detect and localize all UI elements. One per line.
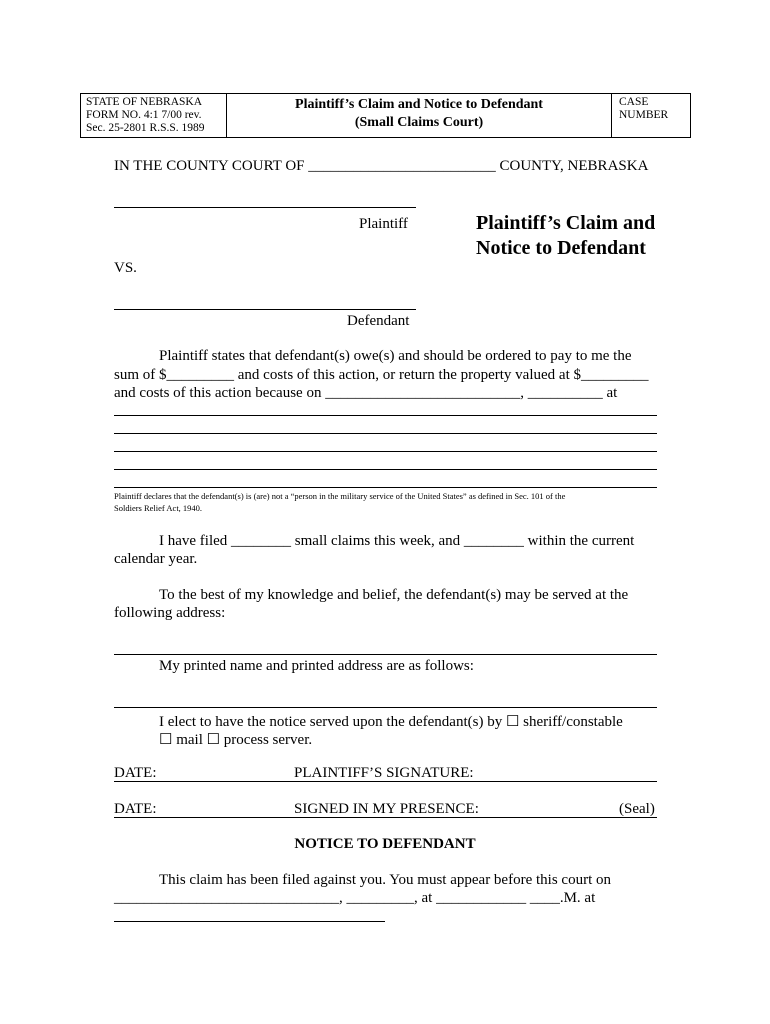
defendant-label: Defendant	[347, 313, 410, 329]
reason-line-2[interactable]	[114, 433, 657, 434]
service-address-line1: To the best of my knowledge and belief, the defendant(s) may be served at the	[159, 587, 629, 603]
filed-claims-line1: I have filed ________ small claims this week, and ________ within the current	[159, 533, 635, 549]
service-election-line1: I elect to have the notice served upon the defendant(s) by ☐ sheriff/constable	[159, 714, 623, 730]
plaintiff-signature-line[interactable]	[114, 781, 657, 782]
form-title-cell	[227, 94, 612, 137]
claim-line2: sum of $_________ and costs of this action, or return the property valued at $_________	[114, 367, 649, 383]
reason-line-3[interactable]	[114, 451, 657, 452]
notice-line2: ______________________________, _________, at ____________ ____.M. at	[114, 890, 596, 906]
versus-label: VS.	[114, 260, 137, 276]
service-address-line2: following address:	[114, 605, 226, 621]
seal-label: (Seal)	[619, 801, 655, 817]
case-number-label: CASE NUMBER	[619, 96, 669, 121]
witness-signature-line[interactable]	[114, 817, 657, 818]
header-table	[80, 93, 691, 138]
caption-title-line2: Notice to Defendant	[476, 237, 646, 259]
defendant-address-line[interactable]	[114, 654, 657, 655]
claim-line1: Plaintiff states that defendant(s) owe(s) and should be ordered to pay to me the	[159, 348, 632, 364]
service-election-line2: ☐ mail ☐ process server.	[159, 732, 313, 748]
plaintiff-name-line[interactable]	[114, 207, 416, 208]
reason-line-1[interactable]	[114, 415, 657, 416]
military-declaration-line1: Plaintiff declares that the defendant(s) is (are) not a “person in the military service of the United States” as defined in Sec. 101 of the	[114, 491, 566, 501]
reason-line-5[interactable]	[114, 487, 657, 488]
printed-name-line[interactable]	[114, 707, 657, 708]
plaintiff-signature-label: PLAINTIFF’S SIGNATURE:	[294, 765, 474, 781]
form-info-cell	[81, 94, 227, 137]
filed-claims-line2: calendar year.	[114, 551, 198, 567]
date-label: DATE:	[114, 765, 157, 781]
form-number: FORM NO. 4:1 7/00 rev.	[86, 109, 202, 121]
printed-name-label: My printed name and printed address are as follows:	[159, 658, 474, 674]
signed-presence-label: SIGNED IN MY PRESENCE:	[294, 801, 479, 817]
military-declaration-line2: Soldiers Relief Act, 1940.	[114, 503, 203, 513]
statute-section: Sec. 25-2801 R.S.S. 1989	[86, 122, 205, 134]
caption-title-line1: Plaintiff’s Claim and	[476, 212, 656, 234]
reason-line-4[interactable]	[114, 469, 657, 470]
state-label: STATE OF NEBRASKA	[86, 96, 203, 108]
date2-label: DATE:	[114, 801, 157, 817]
notice-line1: This claim has been filed against you. You must appear before this court on	[159, 872, 611, 888]
form-title-line1: Plaintiff’s Claim and Notice to Defendant	[295, 97, 543, 112]
claim-line3: and costs of this action because on __________________________, __________ at	[114, 385, 618, 401]
plaintiff-label: Plaintiff	[359, 216, 408, 232]
case-number-cell[interactable]	[612, 94, 690, 137]
form-title	[227, 96, 611, 132]
form-title-line2: (Small Claims Court)	[354, 115, 484, 130]
defendant-name-line[interactable]	[114, 309, 416, 310]
county-court-line: IN THE COUNTY COURT OF _________________________ COUNTY, NEBRASKA	[114, 158, 649, 174]
form-info	[86, 96, 205, 135]
notice-heading: NOTICE TO DEFENDANT	[294, 836, 476, 852]
court-location-line[interactable]	[114, 921, 385, 922]
